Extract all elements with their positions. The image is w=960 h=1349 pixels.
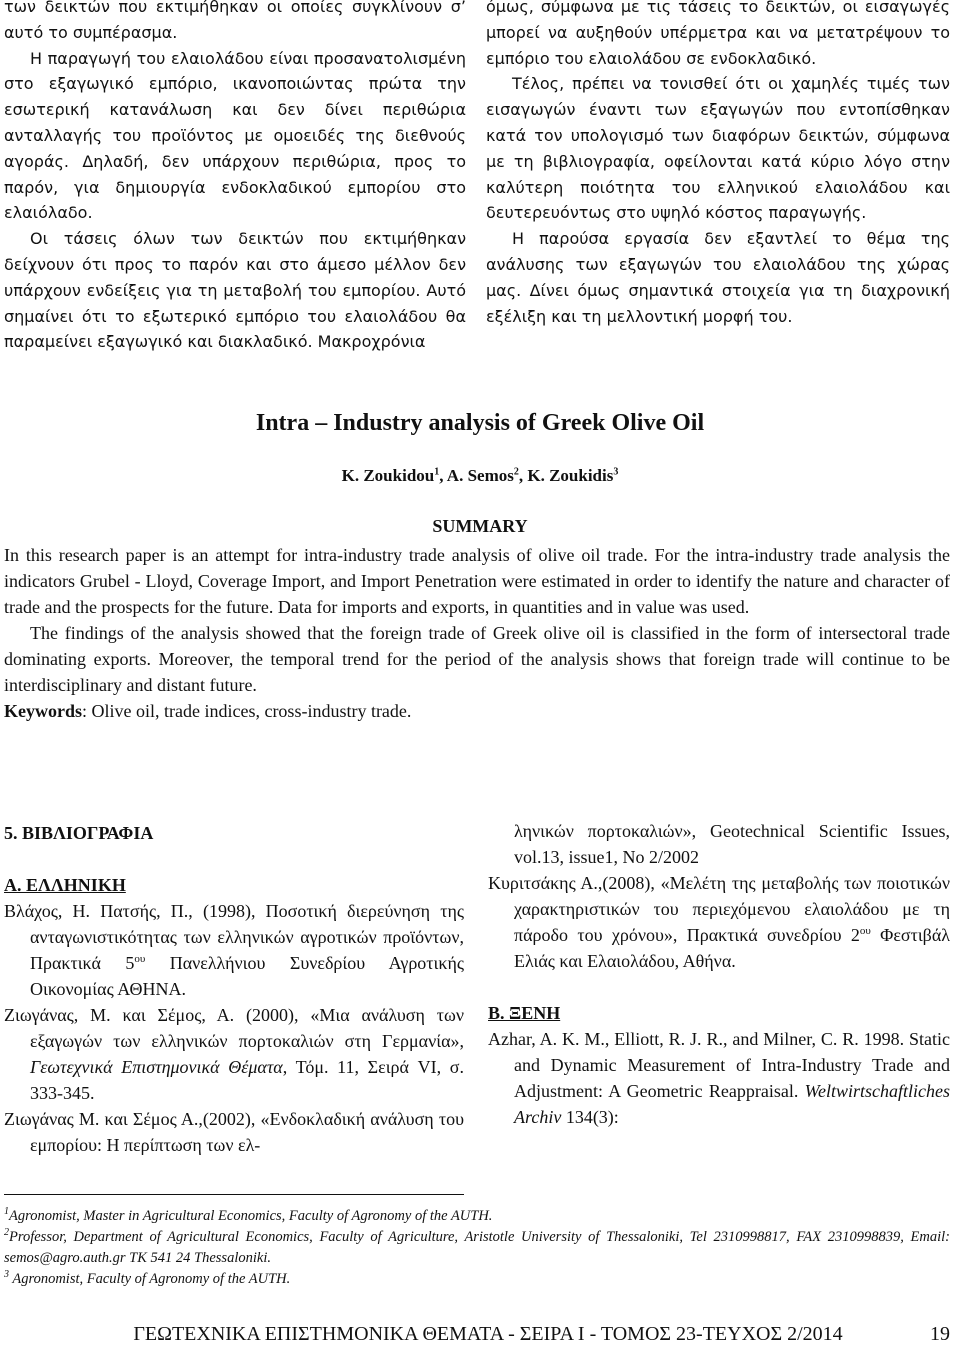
keywords-text: : Olive oil, trade indices, cross-industry trade. [82, 701, 412, 721]
reference-text: , Τόμ. 11, Σειρά VI, σ. 333-345. [30, 1057, 464, 1103]
paper-title: Intra – Industry analysis of Greek Olive Oil [255, 410, 705, 436]
reference-text: Azhar, A. K. M., Elliott, R. J. R., and Milner, C. R. 1998. Static and Dynamic Measurement of Intra-Industry Trade and Adjustment: A Geometric Reappraisal. [488, 1029, 950, 1101]
paragraph: των δεικτών που εκτιμήθηκαν οι οποίες συγκλίνουν σ’ αυτό το συμπέρασμα. [4, 0, 466, 42]
page-number: 19 [930, 1323, 950, 1345]
author-affiliation-mark: 3 [613, 466, 619, 478]
journal-footer: ΓΕΩΤΕΧΝΙΚΑ ΕΠΙΣΤΗΜΟΝΙΚΑ ΘΕΜΑΤΑ - ΣΕΙΡΑ Ι - ΤΟΜΟΣ 23-ΤΕΥΧΟΣ 2/2014 [133, 1323, 843, 1345]
reference-text: Φεστιβάλ Ελιάς και Ελαιολάδου, Αθήνα. [514, 925, 950, 971]
summary-paragraph: The findings of the analysis showed that the foreign trade of Greek olive oil is classified in the form of intersectoral trade dominating exports. Moreover, the temporal trend for the period of the analysis shows that foreign trade will continue to be interdisciplinary and distant future. [4, 623, 950, 695]
reference-journal: Γεωτεχνικά Επιστημονικά Θέματα [30, 1057, 283, 1077]
footnote-rule [4, 1194, 464, 1195]
reference-entry: Ζιωγάνας Μ. και Σέμος Α.,(2002), «Ενδοκλαδική ανάλυση του εμπορίου: Η περίπτωση των ελ- [4, 1109, 464, 1155]
summary-body [4, 542, 950, 724]
references-column-right [488, 818, 950, 1130]
paragraph: Η παραγωγή του ελαιολάδου είναι προσανατολισμένη στο εξαγωγικό εμπόριο, ικανοποιώντας πρώτα την εσωτερική κατανάλωση και δεν δίνει περιθώρια ανταλλαγής του προϊόντος με ομοειδές της διεθνούς αγοράς. Δηλαδή, δεν υπάρχουν περιθώρια, προς το παρόν, για δημιουργία ενδοκλαδικού εμπορίου στο ελαιόλαδο. [4, 48, 466, 223]
author-name: , K. Zoukidis [518, 466, 614, 485]
references-heading: 5. ΒΙΒΛΙΟΓΡΑΦΙΑ [4, 823, 154, 843]
reference-text: Κυριτσάκης Α.,(2008), «Μελέτη της μεταβολής των ποιοτικών χαρακτηριστικών του περιεχόμενου ελαιολάδου με τη πάροδο του χρόνου», Πρακτικά συνεδρίου 2 [488, 873, 950, 945]
footnote [4, 1269, 950, 1290]
ordinal-sup: ου [859, 925, 871, 937]
greek-column-right [486, 0, 950, 329]
paragraph: όμως, σύμφωνα με τις τάσεις το δεικτών, οι εισαγωγές μπορεί να αυξηθούν υπέρμετρα και να μετατρέψουν το εμπόριο του ελαιολάδου σε ενδοκλαδικό. [486, 0, 950, 68]
summary-paragraph: In this research paper is an attempt for intra-industry trade analysis of olive oil trade. For the intra-industry trade analysis the indicators Grubel - Lloyd, Coverage Import, and Import Penetration were estimated in order to identify the nature and character of trade and the prospects for the future. Data for imports and exports, in quantities and in value was used. [4, 545, 950, 617]
ordinal-sup: ου [134, 953, 146, 965]
references-greek-heading: Α. ΕΛΛΗΝΙΚΗ [4, 875, 126, 895]
author-name: , A. Semos [439, 466, 514, 485]
reference-entry [488, 870, 950, 974]
keywords-line [4, 698, 950, 724]
reference-entry [4, 898, 464, 1002]
reference-entry [4, 1002, 464, 1106]
footnote [4, 1206, 950, 1227]
reference-text: Βλάχος, Η. Πατσής, Π., (1998), Ποσοτική διερεύνηση της ανταγωνιστικότητας των ελληνικών αγροτικών προϊόντων, Πρακτικά 5 [4, 901, 464, 973]
reference-text: Ζιωγάνας, Μ. και Σέμος, Α. (2000), «Μια ανάλυση των εξαγωγών των ελληνικών πορτοκαλιών στη Γερμανία», [4, 1005, 464, 1051]
footnote-mark: 1 [4, 1206, 9, 1218]
author-name: K. Zoukidou [341, 466, 435, 485]
reference-text: 134(3): [561, 1107, 619, 1127]
footnote-mark: 3 [4, 1269, 9, 1281]
summary-heading: SUMMARY [432, 516, 528, 536]
footnote [4, 1227, 950, 1269]
author-list [0, 466, 960, 486]
footnote-text: Professor, Department of Agricultural Economics, Faculty of Agriculture, Aristotle University of Thessaloniki, Tel 2310998817, FAX 2310998839, Email: semos@agro.auth.gr TK 541 24 Thessaloniki. [4, 1229, 950, 1266]
reference-entry-continued: ληνικών πορτοκαλιών», Geotechnical Scientific Issues, vol.13, issue1, No 2/2002 [514, 821, 950, 867]
keywords-label: Keywords [4, 701, 82, 721]
footnote-text: Agronomist, Faculty of Agronomy of the AUTH. [9, 1271, 291, 1287]
author-affiliation-mark: 2 [513, 466, 519, 478]
footnote-mark: 2 [4, 1227, 9, 1239]
footnote-text: Agronomist, Master in Agricultural Economics, Faculty of Agronomy of the AUTH. [9, 1208, 493, 1224]
paragraph: Τέλος, πρέπει να τονισθεί ότι οι χαμηλές τιμές των εισαγωγών έναντι των εξαγωγών που εντοπίσθηκαν κατά τον υπολογισμό των διαφόρων δεικτών, σύμφωνα με τη βιβλιογραφία, οφείλονται κατά κύριο λόγο στην καλύτερη ποιότητα του ελληνικού ελαιολάδου και δευτερευόντως στο υψηλό κόστος παραγωγής. [486, 74, 950, 223]
paragraph: Η παρούσα εργασία δεν εξαντλεί το θέμα της ανάλυσης των εξαγωγών του ελαιολάδου της χώρας μας. Δίνει όμως σημαντικά στοιχεία για τη διαχρονική εξέλιξη και τη μελλοντική μορφή του. [486, 229, 950, 326]
reference-entry [488, 1026, 950, 1130]
paragraph: Οι τάσεις όλων των δεικτών που εκτιμήθηκαν δείχνουν ότι προς το παρόν και στο άμεσο μέλλον δεν υπάρχουν ενδείξεις για τη μεταβολή του εμπορίου. Αυτό σημαίνει ότι το εξωτερικό εμπόριο του ελαιολάδου θα παραμείνει εξαγωγικό και διακλαδικό. Μακροχρόνια [4, 229, 466, 352]
greek-column-left [4, 0, 466, 355]
references-column-left [4, 820, 464, 1158]
reference-journal: Weltwirtschaftliches Archiv [514, 1081, 950, 1127]
reference-text: Πανελλήνιου Συνεδρίου Αγροτικής Οικονομίας ΑΘΗΝΑ. [30, 953, 464, 999]
author-affiliation-mark: 1 [434, 466, 440, 478]
references-foreign-heading: Β. ΞΕΝΗ [488, 1003, 561, 1023]
